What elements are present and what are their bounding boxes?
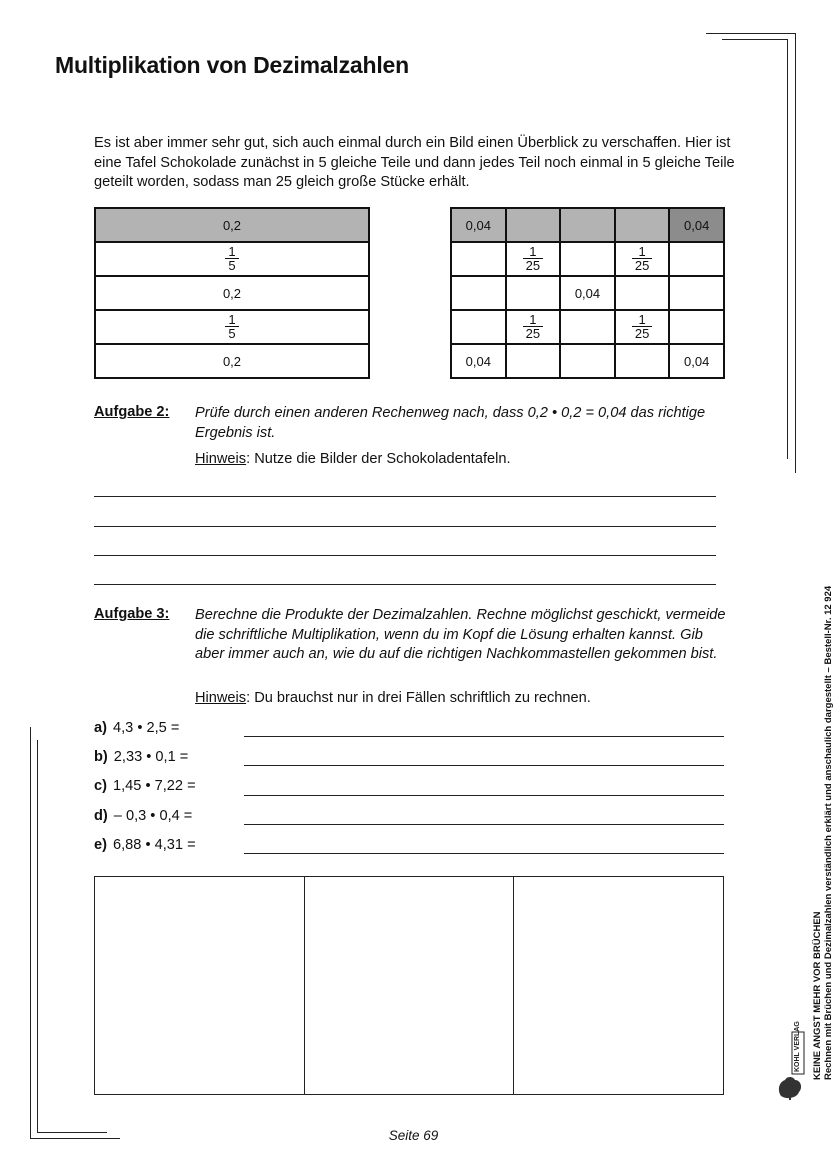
corner-line-bottom-v2: [37, 740, 38, 1132]
right-cell-r1c4: [615, 208, 670, 242]
fraction: $\frac{1}{25}$: [523, 313, 543, 340]
right-cell-r4c4: [615, 310, 670, 344]
exercise-c-answer-line[interactable]: [244, 795, 724, 796]
exercise-b-answer-line[interactable]: [244, 765, 724, 766]
right-cell-r1c5: 0,04: [669, 208, 724, 242]
answer-line-1[interactable]: [94, 496, 716, 497]
chocolate-table-fifths: [94, 207, 370, 379]
right-cell-r4c2: [506, 310, 561, 344]
right-cell-r1c1: 0,04: [451, 208, 506, 242]
side-imprint-series: KEINE ANGST MEHR VOR BRÜCHEN: [812, 911, 823, 1080]
right-cell: [615, 344, 670, 378]
side-imprint-subtitle: Rechnen mit Brüchen und Dezimalzahlen verständlich erklärt und anschaulich dargestellt – Bestell-Nr. 12 924: [823, 585, 834, 1080]
task3-label: Aufgabe 3:: [94, 606, 170, 622]
left-row-4: [95, 310, 369, 344]
right-cell: [669, 276, 724, 310]
answer-line-2[interactable]: [94, 526, 716, 527]
page-number: Seite 69: [388, 1128, 439, 1143]
right-cell: [560, 310, 615, 344]
right-cell: [506, 276, 561, 310]
corner-line-top-h1: [706, 33, 796, 34]
task3-text: Berechne die Produkte der Dezimalzahlen. Rechne möglichst geschickt, vermeide die schriftliche Multiplikation, wenn du im Kopf die Lösung erhalten kannst. Gib aber immer auch an, wie du auf die richtigen Nachkommastellen gekommen bist.: [195, 607, 726, 662]
left-row-1: 0,2: [95, 208, 369, 242]
corner-line-bottom-v1: [30, 727, 31, 1139]
right-cell: [451, 242, 506, 276]
work-box-2[interactable]: [305, 877, 515, 1094]
right-cell-r2c2: [506, 242, 561, 276]
right-cell: [560, 344, 615, 378]
left-row-3: 0,2: [95, 276, 369, 310]
left-row-5: 0,2: [95, 344, 369, 378]
corner-line-top-v2: [787, 39, 788, 459]
exercise-d-answer-line[interactable]: [244, 824, 724, 825]
right-cell: [615, 276, 670, 310]
side-imprint: [812, 586, 834, 1080]
fraction: $\frac{1}{25}$: [632, 245, 652, 272]
work-box-3[interactable]: [514, 877, 723, 1094]
page-title: Multiplikation von Dezimalzahlen: [55, 52, 409, 78]
right-cell-r1c3: [560, 208, 615, 242]
right-cell-r1c2: [506, 208, 561, 242]
right-cell-r5c1: 0,04: [451, 344, 506, 378]
task3-hint: Hinweis: Du brauchst nur in drei Fällen schriftlich zu rechnen.: [195, 690, 591, 706]
exercise-a-answer-line[interactable]: [244, 736, 724, 737]
work-area: [94, 876, 724, 1095]
right-cell: [451, 276, 506, 310]
fraction: $\frac{1}{25}$: [523, 245, 543, 272]
svg-text:KOHL VERLAG: KOHL VERLAG: [794, 1021, 801, 1072]
fraction: $\frac{1}{5}$: [225, 245, 238, 272]
exercise-e-answer-line[interactable]: [244, 853, 724, 854]
task2-text: Prüfe durch einen anderen Rechenweg nach, dass 0,2 • 0,2 = 0,04 das richtige Ergebnis ist.: [195, 405, 706, 441]
work-box-1[interactable]: [95, 877, 305, 1094]
exercise-a: a) 4,3 • 2,5 =: [94, 720, 180, 736]
publisher-logo-icon: [775, 1021, 811, 1102]
right-cell-r2c4: [615, 242, 670, 276]
right-cell: [669, 310, 724, 344]
answer-line-4[interactable]: [94, 584, 716, 585]
right-cell: [560, 242, 615, 276]
left-row-2: [95, 242, 369, 276]
right-cell: [451, 310, 506, 344]
task2-hint: Hinweis: Nutze die Bilder der Schokoladentafeln.: [195, 451, 511, 467]
exercise-c: c) 1,45 • 7,22 =: [94, 778, 196, 794]
right-cell-r5c5: 0,04: [669, 344, 724, 378]
corner-line-top-v1: [795, 33, 796, 473]
answer-line-3[interactable]: [94, 555, 716, 556]
right-cell-r3c3: 0,04: [560, 276, 615, 310]
exercise-d: d) – 0,3 • 0,4 =: [94, 808, 193, 824]
right-cell: [506, 344, 561, 378]
fraction: $\frac{1}{25}$: [632, 313, 652, 340]
exercise-e: e) 6,88 • 4,31 =: [94, 837, 196, 853]
right-cell: [669, 242, 724, 276]
exercise-b: b) 2,33 • 0,1 =: [94, 749, 189, 765]
task2-label: Aufgabe 2:: [94, 404, 170, 420]
corner-line-top-h2: [722, 39, 788, 40]
fraction: $\frac{1}{5}$: [225, 313, 238, 340]
chocolate-table-25ths: [450, 207, 725, 379]
intro-paragraph: Es ist aber immer sehr gut, sich auch einmal durch ein Bild einen Überblick zu verschaffen. Hier ist eine Tafel Schokolade zunächst in 5 gleiche Teile und dann jedes Teil noch einmal in 5 gleiche Teile geteilt worden, sodass man 25 gleich große Stücke erhält.: [94, 135, 735, 190]
